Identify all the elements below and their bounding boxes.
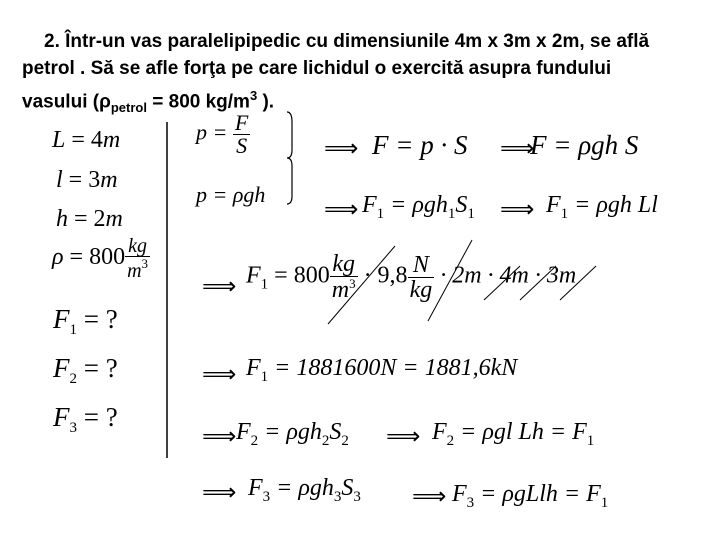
step1-force-pressure: F = p · S [372,130,468,160]
step6-arrow: ⟹ [202,478,237,506]
step1-arrow-2: ⟹ [500,134,535,162]
formula-pressure-fraction: p = $\frac{F}{S}$ [196,110,249,158]
step5-arrow: ⟹ [202,422,237,450]
step3-arrow: ⟹ [202,272,237,300]
step2-F1-rhoghLl: $F_1 = \rho gh$ Ll [546,192,658,222]
formula-pressure-hydrostatic: p = ρgh [196,182,266,207]
step4-arrow: ⟹ [202,360,237,388]
given-F1: $F_1$ = ? [53,304,118,338]
step5-F2-rhoghS: $F_2 = \rho gh_2S_2$ [236,419,349,449]
given-h: h = 2m [56,206,123,232]
given-F3: $F_3$ = ? [53,402,118,436]
given-L: L = 4m [52,127,121,153]
step6-arrow-2: ⟹ [412,482,447,510]
step2-arrow: ⟹ [324,195,359,223]
problem-line-3: vasului ($\rho_{petrol} = 800$ $kg/m^3$ ). [22,88,275,116]
problem-line-2: petrol . Să se afle forţa pe care lichidul o exercită asupra fundului [22,58,612,79]
step2-arrow-2: ⟹ [500,195,535,223]
given-rho: ρ = 800 $\frac{kg}{m^3}$ [52,235,149,282]
system-brace [287,112,292,204]
problem-line-1: 2. Într-un vas paralelipipedic cu dimensiunile 4m x 3m x 2m, se află [44,31,650,52]
step6-F3-equals-F1: $F_3$ = ρgLlh = $F_1$ [452,481,609,511]
given-F2: $F_2$ = ? [53,353,118,387]
step6-F3-rhoghS: $F_3 = \rho gh_3S_3$ [248,475,361,505]
step5-arrow-2: ⟹ [386,422,421,450]
step5-F2-equals-F1: $F_2 = \rho gl$ $Lh = F_1$ [432,419,595,449]
step1-arrow: ⟹ [324,134,359,162]
step1-force-rhogh: F = ρgh S [530,130,639,160]
step3-numeric-substitution: $F_1 = 800$ $\frac{kg}{m^3}$ · 9,8 $\frac{N}{kg}$ · 2m · 4m · 3m [246,251,577,303]
step4-result: $F_1 = 1881600N = 1881,6kN$ [246,355,518,385]
step2-F1-rhoghS: $F_1 = \rho gh_1S_1$ [362,192,475,222]
given-l: l = 3m [56,167,118,193]
